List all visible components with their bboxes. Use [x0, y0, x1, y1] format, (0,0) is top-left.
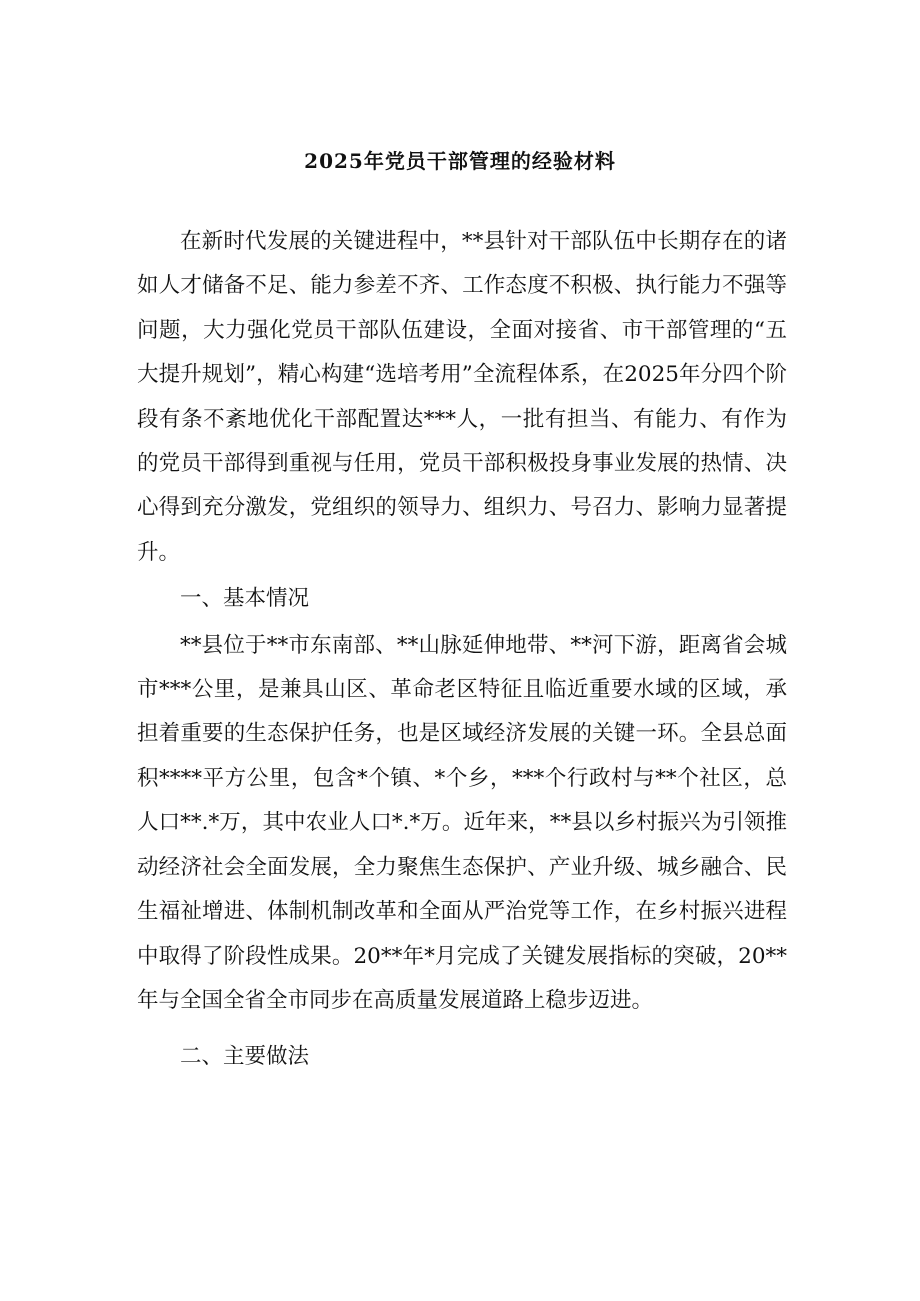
intro-paragraph: 在新时代发展的关键进程中，**县针对干部队伍中长期存在的诸如人才储备不足、能力参差不齐、工作态度不积极、执行能力不强等问题，大力强化党员干部队伍建设，全面对接省、市干部管理的“五大提升规划”，精心构建“选培考用”全流程体系，在2025年分四个阶段有条不紊地优化干部配置达***人，一批有担当、有能力、有作为的党员干部得到重视与任用，党员干部积极投身事业发展的热情、决心得到充分激发，党组织的领导力、组织力、号召力、影响力显著提升。 [137, 229, 787, 565]
document-body [137, 220, 787, 1080]
document-title: 2025年党员干部管理的经验材料 [304, 149, 616, 173]
section-heading-basic-situation: 一、基本情况 [180, 586, 310, 612]
section-heading-main-practices: 二、主要做法 [180, 1044, 310, 1070]
basic-situation-paragraph: **县位于**市东南部、**山脉延伸地带、**河下游，距离省会城市***公里，是兼具山区、革命老区特征且临近重要水域的区域，承担着重要的生态保护任务，也是区域经济发展的关键一环。全县总面积****平方公里，包含*个镇、*个乡，***个行政村与**个社区，总人口**.*万，其中农业人口*.*万。近年来，**县以乡村振兴为引领推动经济社会全面发展，全力聚焦生态保护、产业升级、城乡融合、民生福祉增进、体制机制改革和全面从严治党等工作，在乡村振兴进程中取得了阶段性成果。20**年*月完成了关键发展指标的突破，20**年与全国全省全市同步在高质量发展道路上稳步迈进。 [137, 632, 787, 1013]
